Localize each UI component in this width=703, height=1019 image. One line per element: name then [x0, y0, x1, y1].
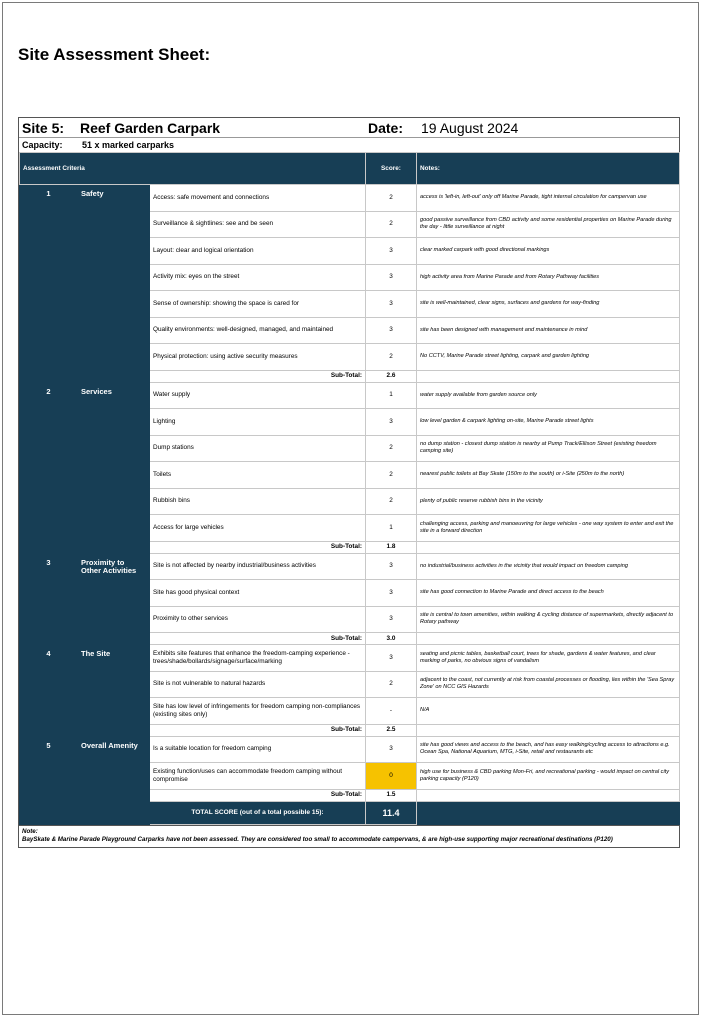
section-name-cell [78, 264, 150, 317]
subtotal-label: Sub-Total: [150, 541, 366, 553]
subtotal-spacer [20, 541, 150, 553]
score-cell: 3 [366, 409, 417, 436]
score-cell: 3 [366, 606, 417, 633]
subtotal-row [20, 789, 680, 801]
table-row [20, 382, 680, 409]
note-cell: site is well-maintained, clear signs, surfaces and gardens for way-finding [417, 291, 680, 318]
subtotal-value: 1.5 [366, 789, 417, 801]
total-spacer [20, 801, 150, 824]
section-name-cell: Proximity to Other Activities [78, 553, 150, 606]
criterion-cell: Physical protection: using active security measures [150, 344, 366, 371]
table-row [20, 488, 680, 515]
section-number-cell: 4 [20, 645, 78, 725]
criterion-cell: Site is not affected by nearby industrial/business activities [150, 553, 366, 580]
criteria-header: Assessment Criteria [20, 153, 366, 185]
score-cell: 1 [366, 515, 417, 542]
note-cell: site is central to town amenities, within walking & cycling distance of supermarkets, directly adjacent to Rotary pathway [417, 606, 680, 633]
subtotal-row [20, 541, 680, 553]
subtotal-note [417, 541, 680, 553]
score-cell: 2 [366, 185, 417, 212]
score-cell: 3 [366, 553, 417, 580]
score-cell: 0 [366, 763, 417, 790]
capacity-label: Capacity: [22, 140, 63, 150]
section-number-cell [20, 211, 78, 264]
subtotal-spacer [20, 789, 150, 801]
criterion-cell: Quality environments: well-designed, managed, and maintained [150, 317, 366, 344]
criterion-cell: Site is not vulnerable to natural hazards [150, 671, 366, 698]
note-cell: low level garden & carpark lighting on-site, Marine Parade street lights [417, 409, 680, 436]
subtotal-row [20, 633, 680, 645]
score-cell: 2 [366, 462, 417, 489]
assessment-table [19, 152, 680, 825]
note-cell: access is 'left-in, left-out' only off Marine Parade, tight internal circulation for campervan use [417, 185, 680, 212]
score-cell: 3 [366, 291, 417, 318]
table-header-row [20, 153, 680, 185]
note-cell: site has good views and access to the beach, and has easy walking/cycling access to attractions e.g. Ocean Spa, National Aquarium, MTG, i-Site, retail and restaurants etc [417, 736, 680, 763]
total-value: 11.4 [366, 801, 417, 824]
criterion-cell: Activity mix: eyes on the street [150, 264, 366, 291]
section-name-cell [78, 211, 150, 264]
section-name-cell [78, 763, 150, 790]
section-number-cell: 1 [20, 185, 78, 212]
subtotal-note [417, 633, 680, 645]
section-name-cell [78, 435, 150, 488]
score-cell: 3 [366, 264, 417, 291]
score-cell: 3 [366, 238, 417, 265]
section-number-cell: 2 [20, 382, 78, 435]
criterion-cell: Rubbish bins [150, 488, 366, 515]
note-cell: good passive surveillance from CBD activity and some residential properties on Marine Parade during the day - little surveillance at night [417, 211, 680, 238]
note-cell: water supply available from garden source only [417, 382, 680, 409]
section-name-cell: Overall Amenity [78, 736, 150, 763]
note-cell: clear marked carpark with good directional markings [417, 238, 680, 265]
capacity-row [19, 138, 679, 152]
subtotal-value: 1.8 [366, 541, 417, 553]
subtotal-value: 2.6 [366, 370, 417, 382]
table-row [20, 553, 680, 580]
total-label: TOTAL SCORE (out of a total possible 15): [150, 801, 366, 824]
note-cell: high activity area from Marine Parade and from Rotary Pathway facilities [417, 264, 680, 291]
subtotal-value: 2.5 [366, 724, 417, 736]
criterion-cell: Sense of ownership: showing the space is cared for [150, 291, 366, 318]
note-cell: N/A [417, 698, 680, 725]
section-number-cell: 3 [20, 553, 78, 606]
criterion-cell: Site has low level of infringements for freedom camping non-compliances (existing sites only) [150, 698, 366, 725]
subtotal-row [20, 724, 680, 736]
note-cell: challenging access, parking and manoeuvring for large vehicles - one way system to enter and exit the site in a forward direction [417, 515, 680, 542]
total-notes-spacer [417, 801, 680, 824]
criterion-cell: Proximity to other services [150, 606, 366, 633]
score-cell: 2 [366, 435, 417, 462]
note-cell: adjacent to the coast, not currently at risk from coastal processes or flooding, lies within the 'Sea Spray Zone' on NCC GIS Hazards [417, 671, 680, 698]
score-cell: 3 [366, 317, 417, 344]
site-header [19, 118, 679, 138]
note-cell: site has good connection to Marine Parade and direct access to the beach [417, 580, 680, 607]
score-cell: 1 [366, 382, 417, 409]
table-row [20, 645, 680, 672]
page-title: Site Assessment Sheet: [18, 45, 211, 64]
criterion-cell: Site has good physical context [150, 580, 366, 607]
table-row [20, 435, 680, 462]
section-number-cell [20, 606, 78, 633]
score-cell: 3 [366, 645, 417, 672]
criterion-cell: Access for large vehicles [150, 515, 366, 542]
total-row [20, 801, 680, 824]
criterion-cell: Surveillance & sightlines: see and be seen [150, 211, 366, 238]
section-number-cell [20, 763, 78, 790]
section-name-cell: Safety [78, 185, 150, 212]
note-cell: no industrial/business activities in the vicinity that would impact on freedom camping [417, 553, 680, 580]
note-text: BaySkate & Marine Parade Playground Carparks have not been assessed. They are considered too small to accommodate campervans, & are high-use supporting major recreational destinations (P120) [22, 835, 613, 843]
criterion-cell: Water supply [150, 382, 366, 409]
subtotal-note [417, 724, 680, 736]
table-row [20, 763, 680, 790]
subtotal-label: Sub-Total: [150, 633, 366, 645]
table-row [20, 264, 680, 291]
note-cell: no dump station - closest dump station is nearby at Pump Track/Ellison Street (existing freedom camping site) [417, 435, 680, 462]
criterion-cell: Existing function/uses can accommodate freedom camping without compromise [150, 763, 366, 790]
score-cell: 2 [366, 671, 417, 698]
subtotal-row [20, 370, 680, 382]
note-block [19, 825, 679, 847]
table-row [20, 606, 680, 633]
criterion-cell: Access: safe movement and connections [150, 185, 366, 212]
site-name: Reef Garden Carpark [80, 119, 221, 136]
section-name-cell: The Site [78, 645, 150, 725]
table-row [20, 211, 680, 238]
date-label: Date: [368, 119, 404, 136]
score-cell: 2 [366, 344, 417, 371]
note-cell: site has been designed with management and maintenance in mind [417, 317, 680, 344]
section-number-cell [20, 435, 78, 488]
section-name-cell: Services [78, 382, 150, 435]
section-name-cell [78, 488, 150, 541]
subtotal-spacer [20, 633, 150, 645]
section-number-cell [20, 317, 78, 370]
subtotal-spacer [20, 370, 150, 382]
date-value: 19 August 2024 [421, 119, 519, 136]
subtotal-label: Sub-Total: [150, 370, 366, 382]
note-cell: seating and picnic tables, basketball court, trees for shade, gardens & water features, and clear marking of parks, no obvious signs of vandalism [417, 645, 680, 672]
subtotal-note [417, 789, 680, 801]
score-cell: 3 [366, 736, 417, 763]
note-title: Note: [22, 827, 38, 835]
note-cell: nearest public toilets at Bay Skate (150m to the south) or i-Site (250m to the north) [417, 462, 680, 489]
note-cell: high use for business & CBD parking Mon-Fri, and recreational parking - would impact on central city parking capacity (P120) [417, 763, 680, 790]
subtotal-label: Sub-Total: [150, 724, 366, 736]
subtotal-spacer [20, 724, 150, 736]
score-cell: 3 [366, 580, 417, 607]
table-row [20, 185, 680, 212]
note-cell: No CCTV, Marine Parade street lighting, carpark and garden lighting [417, 344, 680, 371]
site-label: Site 5: [22, 119, 65, 136]
score-cell: 2 [366, 211, 417, 238]
note-cell: plenty of public reserve rubbish bins in the vicinity [417, 488, 680, 515]
score-header: Score: [366, 153, 417, 185]
section-number-cell [20, 264, 78, 317]
section-name-cell [78, 606, 150, 633]
capacity-value: 51 x marked carparks [82, 140, 175, 150]
table-row [20, 317, 680, 344]
criterion-cell: Toilets [150, 462, 366, 489]
criterion-cell: Dump stations [150, 435, 366, 462]
assessment-sheet [18, 117, 680, 848]
table-row [20, 736, 680, 763]
subtotal-note [417, 370, 680, 382]
subtotal-label: Sub-Total: [150, 789, 366, 801]
section-name-cell [78, 317, 150, 370]
section-number-cell [20, 488, 78, 541]
subtotal-value: 3.0 [366, 633, 417, 645]
score-cell: 2 [366, 488, 417, 515]
score-cell: - [366, 698, 417, 725]
criterion-cell: Layout: clear and logical orientation [150, 238, 366, 265]
criterion-cell: Is a suitable location for freedom camping [150, 736, 366, 763]
section-number-cell: 5 [20, 736, 78, 763]
criterion-cell: Lighting [150, 409, 366, 436]
criterion-cell: Exhibits site features that enhance the freedom-camping experience - trees/shade/bollards/signage/surface/marking [150, 645, 366, 672]
notes-header: Notes: [417, 153, 680, 185]
